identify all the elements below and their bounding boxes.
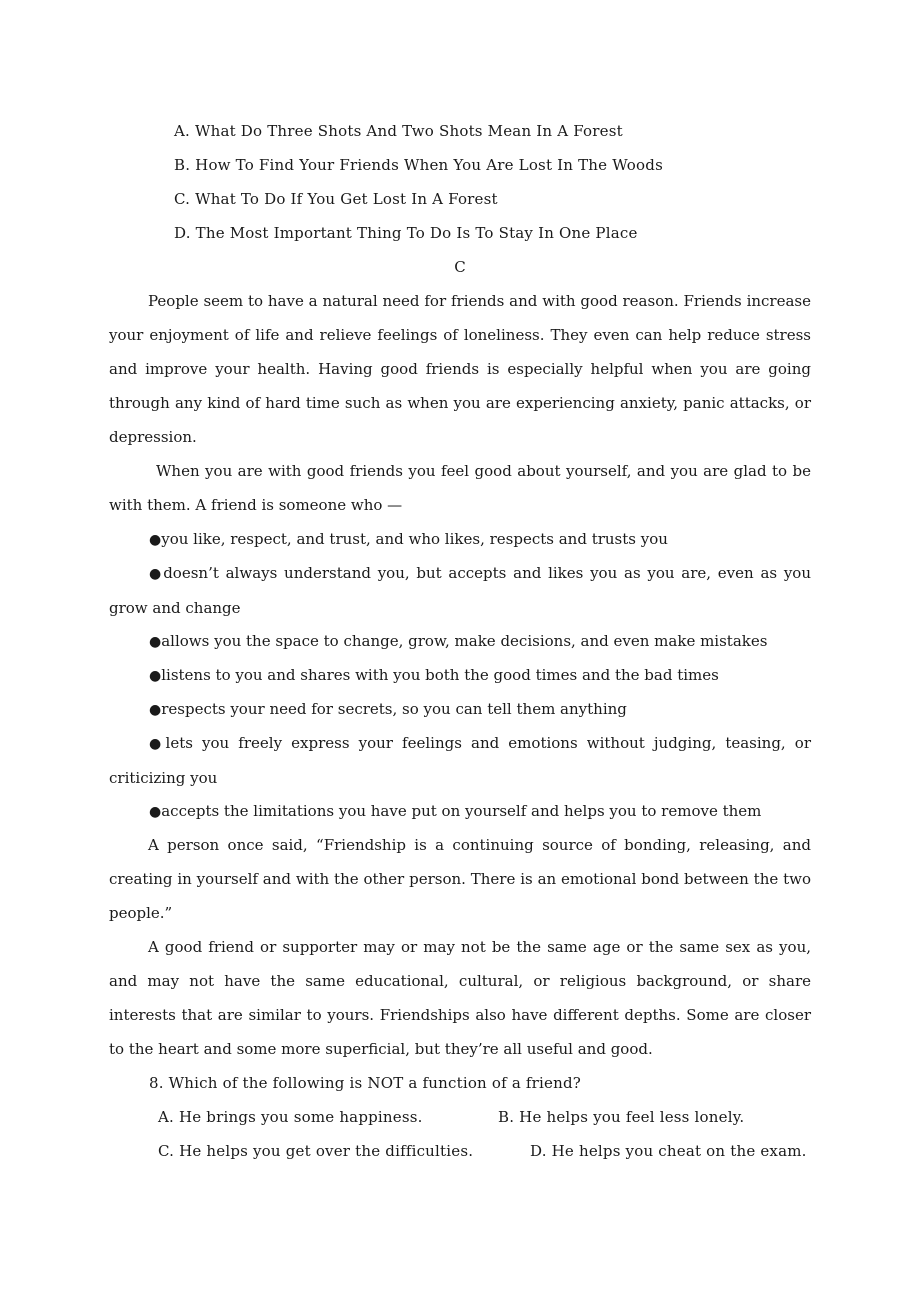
paragraph-4: A good friend or supporter may or may not be the same age or the same sex as you, and may not have the same educational, cultural, or religious background, or share interests that are similar to yours. Friendships also have different depths. Some are closer to the heart and some more superficial, but they’re all useful and good. xyxy=(109,938,811,1058)
bullet-item xyxy=(109,726,811,795)
bullet-item xyxy=(109,692,811,727)
paragraph-2: When you are with good friends you feel good about yourself, and you are glad to be with them. A friend is someone who — xyxy=(109,462,811,514)
prev-option-d: D. The Most Important Thing To Do Is To Stay In One Place xyxy=(174,224,638,242)
paragraph-1: People seem to have a natural need for friends and with good reason. Friends increase your enjoyment of life and relieve feelings of loneliness. They even can help reduce stress and improve your health. Having good friends is especially helpful when you are going through any kind of hard time such as when you are experiencing anxiety, panic attacks, or depression. xyxy=(109,292,811,446)
question-stem: 8. Which of the following is NOT a function of a friend? xyxy=(149,1074,582,1092)
question-option-b: B. He helps you feel less lonely. xyxy=(498,1108,745,1126)
bullet-item xyxy=(109,794,811,829)
bullet-text: allows you the space to change, grow, make decisions, and even make mistakes xyxy=(161,632,768,650)
section-label: C xyxy=(454,258,466,276)
bullet-icon: ● xyxy=(149,736,166,752)
bullet-icon: ● xyxy=(149,804,162,820)
bullet-text: listens to you and shares with you both the good times and the bad times xyxy=(161,666,719,684)
paragraph-3: A person once said, “Friendship is a continuing source of bonding, releasing, and creating in yourself and with the other person. There is an emotional bond between the two people.” xyxy=(109,836,811,922)
bullet-icon: ● xyxy=(149,668,162,684)
bullet-item xyxy=(109,624,811,659)
bullet-item xyxy=(109,658,811,693)
bullet-item xyxy=(109,522,811,557)
bullet-text: lets you freely express your feelings and emotions without judging, teasing, or criticizing you xyxy=(109,734,811,787)
question-option-a: A. He brings you some happiness. xyxy=(158,1108,423,1126)
bullet-text: respects your need for secrets, so you can tell them anything xyxy=(161,700,627,718)
prev-option-a: A. What Do Three Shots And Two Shots Mean In A Forest xyxy=(174,122,623,140)
prev-option-c: C. What To Do If You Get Lost In A Forest xyxy=(174,190,498,208)
prev-option-b: B. How To Find Your Friends When You Are Lost In The Woods xyxy=(174,156,663,174)
bullet-text: doesn’t always understand you, but accepts and likes you as you are, even as you grow and change xyxy=(109,564,812,617)
bullet-text: you like, respect, and trust, and who likes, respects and trusts you xyxy=(161,530,668,548)
bullet-icon: ● xyxy=(149,532,162,548)
question-option-c: C. He helps you get over the difficulties. xyxy=(158,1142,474,1160)
bullet-text: accepts the limitations you have put on yourself and helps you to remove them xyxy=(161,802,762,820)
question-option-d: D. He helps you cheat on the exam. xyxy=(530,1142,807,1160)
bullet-icon: ● xyxy=(149,566,164,582)
bullet-item xyxy=(109,556,811,625)
bullet-icon: ● xyxy=(149,634,162,650)
bullet-icon: ● xyxy=(149,702,162,718)
